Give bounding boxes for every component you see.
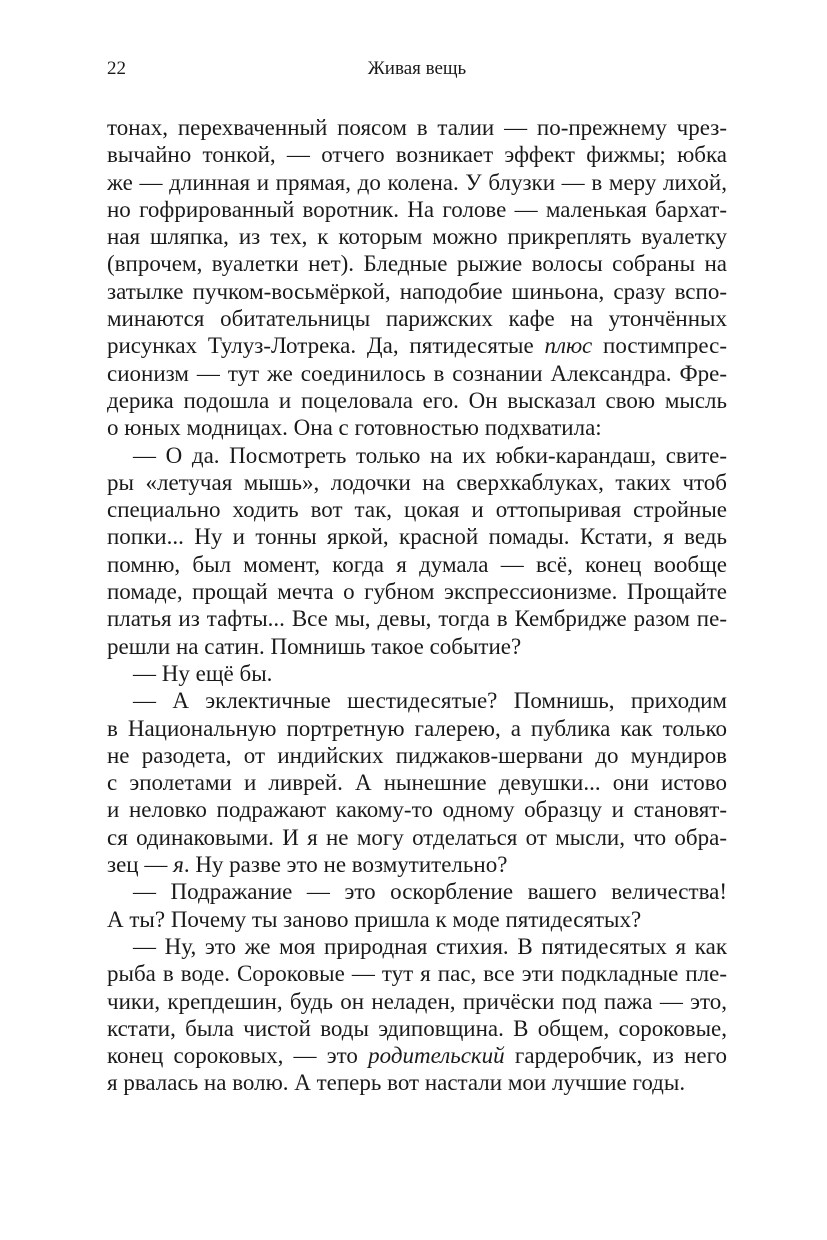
dialogue-line: — Ну ещё бы. (133, 660, 273, 686)
text-segment: . Ну разве это не возмутительно? (183, 852, 508, 878)
text-line: вычайно тонкой, — отчего возникает эффект фижмы; юбка (107, 142, 727, 168)
text-line: (впрочем, вуалетки нет). Бледные рыжие волосы собраны на (107, 251, 727, 277)
dialogue-line: — Ну, это же моя природная стихия. В пятидесятых я как (133, 933, 727, 959)
running-title: Живая вещь (367, 58, 467, 79)
text-line: сионизм — тут же соединилось в сознании Александра. Фре- (107, 360, 727, 386)
text-line: не разодета, от индийских пиджаков-шервани до мундиров (107, 742, 727, 768)
text-line: я рвалась на волю. А теперь вот настали мои лучшие годы. (107, 1070, 686, 1096)
text-line: ры «летучая мышь», лодочки на сверхкаблуках, таких чтоб (107, 469, 727, 495)
text-line: специально ходить вот так, цокая и оттопыривая стройные (107, 497, 727, 523)
text-line: но гофрированный воротник. На голове — маленькая бархат- (107, 196, 727, 222)
text-segment: зец — (107, 852, 174, 878)
italic-word: я (173, 852, 184, 878)
text-line: затылке пучком-восьмёркой, наподобие шиньона, сразу вспо- (107, 278, 727, 304)
text-line: дерика подошла и поцеловала его. Он высказал свою мысль (107, 387, 727, 413)
dialogue-line: — Подражание — это оскорбление вашего величества! (133, 879, 727, 905)
text-line: помаде, прощай мечта о губном экспрессионизме. Прощайте (107, 579, 727, 605)
text-line: платья из тафты... Все мы, девы, тогда в Кембридже разом пе- (107, 606, 727, 632)
text-line: ся одинаковыми. И я не могу отделаться от мысли, что обра- (107, 824, 727, 850)
text-line: помню, был момент, когда я думала — всё, конец вообще (107, 551, 727, 577)
italic-word: плюс (544, 333, 593, 359)
text-line (107, 332, 727, 359)
page-number: 22 (107, 58, 126, 79)
dialogue-line: — А эклектичные шестидесятые? Помнишь, приходим (133, 688, 727, 714)
text-line: минаются обитательницы парижских кафе на утончённых (107, 306, 727, 332)
page-header (107, 58, 727, 88)
text-line: и неловко подражают какому-то одному образцу и становят- (107, 797, 727, 823)
italic-word: родительский (368, 1043, 505, 1069)
text-segment: постимпрес- (592, 333, 727, 359)
body-text (107, 114, 727, 1097)
text-line: попки... Ну и тонны яркой, красной помады. Кстати, я ведь (107, 524, 727, 550)
text-line: рыба в воде. Сороковые — тут я пас, все эти подкладные пле- (107, 961, 727, 987)
text-line: А ты? Почему ты заново пришла к моде пятидесятых? (107, 906, 642, 932)
text-line: кстати, была чистой воды эдиповщина. В общем, сороковые, (107, 1015, 727, 1041)
text-segment: конец сороковых, — это (107, 1043, 369, 1069)
text-line: в Национальную портретную галерею, а публика как только (107, 715, 727, 741)
text-line (107, 1042, 727, 1069)
text-line (107, 851, 727, 878)
text-line: о юных модницах. Она с готовностью подхватила: (107, 415, 602, 441)
text-line: ная шляпка, из тех, к которым можно прикреплять вуалетку (107, 224, 727, 250)
text-line: решли на сатин. Помнишь такое событие? (107, 633, 522, 659)
text-segment: гардеробчик, из него (504, 1043, 727, 1069)
text-line: же — длинная и прямая, до колена. У блузки — в меру лихой, (107, 169, 727, 195)
text-line: тонах, перехваченный поясом в талии — по-прежнему чрез- (107, 115, 727, 140)
text-line: чики, крепдешин, будь он неладен, причёски под пажа — это, (107, 988, 727, 1014)
text-segment: рисунках Тулуз-Лотрека. Да, пятидесятые (107, 333, 545, 359)
dialogue-line: — О да. Посмотреть только на их юбки-карандаш, свите- (133, 442, 727, 468)
text-line: с эполетами и ливрей. А нынешние девушки... они истово (107, 770, 727, 796)
